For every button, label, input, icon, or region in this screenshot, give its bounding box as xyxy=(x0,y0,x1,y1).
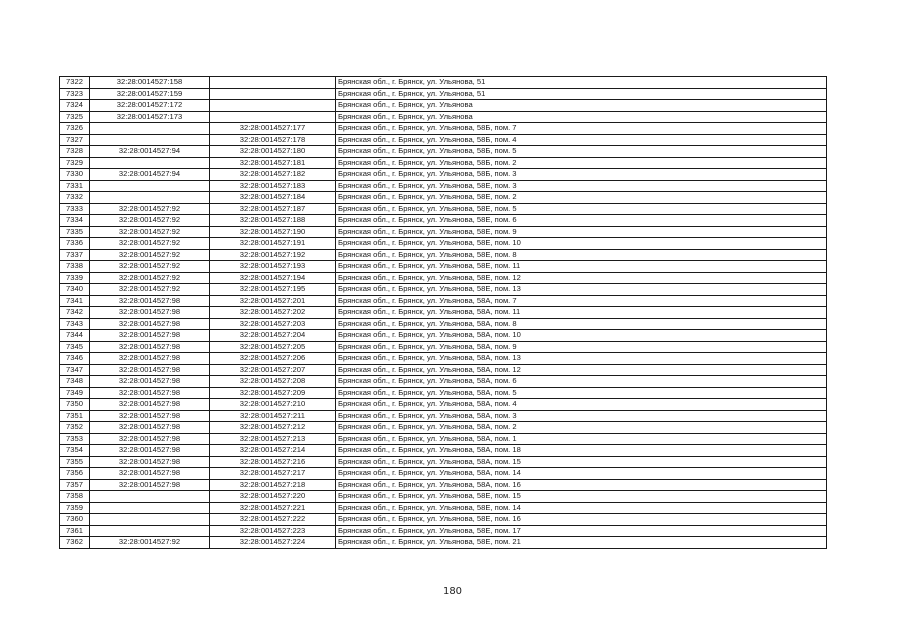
cadastral-number-cell: 32:28:0014527:220 xyxy=(210,491,336,503)
parent-cadastral-cell: 32:28:0014527:98 xyxy=(90,479,210,491)
cadastral-number-cell: 32:28:0014527:206 xyxy=(210,353,336,365)
table-row xyxy=(60,502,827,514)
table-row xyxy=(60,410,827,422)
cadastral-number-cell: 32:28:0014527:191 xyxy=(210,238,336,250)
parent-cadastral-cell: 32:28:0014527:98 xyxy=(90,295,210,307)
table-row xyxy=(60,341,827,353)
cadastral-number-cell: 32:28:0014527:195 xyxy=(210,284,336,296)
row-number-cell: 7325 xyxy=(60,111,90,123)
cadastral-number-cell: 32:28:0014527:182 xyxy=(210,169,336,181)
parent-cadastral-cell: 32:28:0014527:98 xyxy=(90,445,210,457)
row-number-cell: 7359 xyxy=(60,502,90,514)
parent-cadastral-cell: 32:28:0014527:173 xyxy=(90,111,210,123)
row-number-cell: 7362 xyxy=(60,537,90,549)
table-row xyxy=(60,353,827,365)
table-row xyxy=(60,77,827,89)
address-cell: Брянская обл., г. Брянск, ул. Ульянова, 58А, пом. 12 xyxy=(336,364,827,376)
row-number-cell: 7329 xyxy=(60,157,90,169)
address-cell: Брянская обл., г. Брянск, ул. Ульянова, 58Е, пом. 5 xyxy=(336,203,827,215)
parent-cadastral-cell xyxy=(90,514,210,526)
row-number-cell: 7324 xyxy=(60,100,90,112)
table-row xyxy=(60,525,827,537)
row-number-cell: 7345 xyxy=(60,341,90,353)
table-row xyxy=(60,445,827,457)
table-row xyxy=(60,203,827,215)
parent-cadastral-cell: 32:28:0014527:159 xyxy=(90,88,210,100)
parent-cadastral-cell: 32:28:0014527:98 xyxy=(90,353,210,365)
row-number-cell: 7350 xyxy=(60,399,90,411)
parent-cadastral-cell: 32:28:0014527:98 xyxy=(90,422,210,434)
cadastral-number-cell xyxy=(210,88,336,100)
address-cell: Брянская обл., г. Брянск, ул. Ульянова, 58Е, пом. 16 xyxy=(336,514,827,526)
parent-cadastral-cell xyxy=(90,180,210,192)
parent-cadastral-cell xyxy=(90,123,210,135)
parent-cadastral-cell xyxy=(90,157,210,169)
row-number-cell: 7355 xyxy=(60,456,90,468)
table-row xyxy=(60,100,827,112)
cadastral-number-cell: 32:28:0014527:193 xyxy=(210,261,336,273)
row-number-cell: 7344 xyxy=(60,330,90,342)
table-row xyxy=(60,238,827,250)
cadastral-number-cell: 32:28:0014527:181 xyxy=(210,157,336,169)
address-cell: Брянская обл., г. Брянск, ул. Ульянова, 58Е, пом. 12 xyxy=(336,272,827,284)
table-row xyxy=(60,479,827,491)
cadastral-number-cell: 32:28:0014527:210 xyxy=(210,399,336,411)
row-number-cell: 7333 xyxy=(60,203,90,215)
cadastral-number-cell: 32:28:0014527:183 xyxy=(210,180,336,192)
cadastral-number-cell: 32:28:0014527:205 xyxy=(210,341,336,353)
cadastral-number-cell xyxy=(210,77,336,89)
row-number-cell: 7353 xyxy=(60,433,90,445)
address-cell: Брянская обл., г. Брянск, ул. Ульянова, 58Е, пом. 9 xyxy=(336,226,827,238)
cadastral-number-cell: 32:28:0014527:208 xyxy=(210,376,336,388)
registry-table xyxy=(59,76,827,549)
row-number-cell: 7351 xyxy=(60,410,90,422)
row-number-cell: 7323 xyxy=(60,88,90,100)
address-cell: Брянская обл., г. Брянск, ул. Ульянова, 58Е, пом. 13 xyxy=(336,284,827,296)
parent-cadastral-cell: 32:28:0014527:98 xyxy=(90,399,210,411)
parent-cadastral-cell: 32:28:0014527:92 xyxy=(90,226,210,238)
parent-cadastral-cell: 32:28:0014527:98 xyxy=(90,433,210,445)
address-cell: Брянская обл., г. Брянск, ул. Ульянова, 51 xyxy=(336,77,827,89)
table-row xyxy=(60,318,827,330)
address-cell: Брянская обл., г. Брянск, ул. Ульянова, 58Е, пом. 10 xyxy=(336,238,827,250)
parent-cadastral-cell: 32:28:0014527:98 xyxy=(90,307,210,319)
parent-cadastral-cell: 32:28:0014527:92 xyxy=(90,537,210,549)
row-number-cell: 7328 xyxy=(60,146,90,158)
parent-cadastral-cell: 32:28:0014527:98 xyxy=(90,410,210,422)
cadastral-number-cell: 32:28:0014527:184 xyxy=(210,192,336,204)
cadastral-number-cell: 32:28:0014527:216 xyxy=(210,456,336,468)
cadastral-number-cell: 32:28:0014527:211 xyxy=(210,410,336,422)
row-number-cell: 7338 xyxy=(60,261,90,273)
cadastral-number-cell: 32:28:0014527:194 xyxy=(210,272,336,284)
table-row xyxy=(60,456,827,468)
cadastral-number-cell xyxy=(210,100,336,112)
table-row xyxy=(60,422,827,434)
table-row xyxy=(60,364,827,376)
parent-cadastral-cell: 32:28:0014527:92 xyxy=(90,238,210,250)
address-cell: Брянская обл., г. Брянск, ул. Ульянова, 58А, пом. 8 xyxy=(336,318,827,330)
row-number-cell: 7335 xyxy=(60,226,90,238)
row-number-cell: 7358 xyxy=(60,491,90,503)
table-row xyxy=(60,180,827,192)
address-cell: Брянская обл., г. Брянск, ул. Ульянова, 58Е, пом. 14 xyxy=(336,502,827,514)
parent-cadastral-cell: 32:28:0014527:98 xyxy=(90,330,210,342)
table-row xyxy=(60,249,827,261)
cadastral-number-cell: 32:28:0014527:218 xyxy=(210,479,336,491)
row-number-cell: 7352 xyxy=(60,422,90,434)
address-cell: Брянская обл., г. Брянск, ул. Ульянова, 58А, пом. 7 xyxy=(336,295,827,307)
table-row xyxy=(60,537,827,549)
row-number-cell: 7348 xyxy=(60,376,90,388)
row-number-cell: 7354 xyxy=(60,445,90,457)
cadastral-number-cell: 32:28:0014527:204 xyxy=(210,330,336,342)
address-cell: Брянская обл., г. Брянск, ул. Ульянова, 58Е, пом. 8 xyxy=(336,249,827,261)
table-row xyxy=(60,134,827,146)
cadastral-number-cell: 32:28:0014527:180 xyxy=(210,146,336,158)
row-number-cell: 7337 xyxy=(60,249,90,261)
address-cell: Брянская обл., г. Брянск, ул. Ульянова xyxy=(336,111,827,123)
cadastral-number-cell: 32:28:0014527:207 xyxy=(210,364,336,376)
parent-cadastral-cell: 32:28:0014527:158 xyxy=(90,77,210,89)
address-cell: Брянская обл., г. Брянск, ул. Ульянова, 58Е, пом. 17 xyxy=(336,525,827,537)
row-number-cell: 7360 xyxy=(60,514,90,526)
address-cell: Брянская обл., г. Брянск, ул. Ульянова, 58Б, пом. 5 xyxy=(336,146,827,158)
parent-cadastral-cell xyxy=(90,134,210,146)
parent-cadastral-cell: 32:28:0014527:92 xyxy=(90,261,210,273)
address-cell: Брянская обл., г. Брянск, ул. Ульянова, 58А, пом. 15 xyxy=(336,456,827,468)
row-number-cell: 7334 xyxy=(60,215,90,227)
address-cell: Брянская обл., г. Брянск, ул. Ульянова, 58А, пом. 13 xyxy=(336,353,827,365)
table-row xyxy=(60,226,827,238)
address-cell: Брянская обл., г. Брянск, ул. Ульянова, 58Е, пом. 6 xyxy=(336,215,827,227)
address-cell: Брянская обл., г. Брянск, ул. Ульянова, 58Е, пом. 2 xyxy=(336,192,827,204)
parent-cadastral-cell: 32:28:0014527:98 xyxy=(90,364,210,376)
address-cell: Брянская обл., г. Брянск, ул. Ульянова, 51 xyxy=(336,88,827,100)
parent-cadastral-cell: 32:28:0014527:172 xyxy=(90,100,210,112)
address-cell: Брянская обл., г. Брянск, ул. Ульянова, 58А, пом. 3 xyxy=(336,410,827,422)
table-row xyxy=(60,307,827,319)
cadastral-number-cell: 32:28:0014527:192 xyxy=(210,249,336,261)
address-cell: Брянская обл., г. Брянск, ул. Ульянова, 58Б, пом. 3 xyxy=(336,169,827,181)
row-number-cell: 7336 xyxy=(60,238,90,250)
parent-cadastral-cell: 32:28:0014527:92 xyxy=(90,284,210,296)
parent-cadastral-cell: 32:28:0014527:92 xyxy=(90,249,210,261)
row-number-cell: 7341 xyxy=(60,295,90,307)
row-number-cell: 7340 xyxy=(60,284,90,296)
address-cell: Брянская обл., г. Брянск, ул. Ульянова, 58А, пом. 2 xyxy=(336,422,827,434)
parent-cadastral-cell: 32:28:0014527:98 xyxy=(90,376,210,388)
cadastral-number-cell: 32:28:0014527:209 xyxy=(210,387,336,399)
table-row xyxy=(60,295,827,307)
cadastral-number-cell: 32:28:0014527:212 xyxy=(210,422,336,434)
cadastral-number-cell: 32:28:0014527:201 xyxy=(210,295,336,307)
cadastral-number-cell: 32:28:0014527:213 xyxy=(210,433,336,445)
row-number-cell: 7327 xyxy=(60,134,90,146)
table-row xyxy=(60,272,827,284)
cadastral-number-cell xyxy=(210,111,336,123)
row-number-cell: 7346 xyxy=(60,353,90,365)
row-number-cell: 7356 xyxy=(60,468,90,480)
parent-cadastral-cell: 32:28:0014527:98 xyxy=(90,456,210,468)
parent-cadastral-cell: 32:28:0014527:92 xyxy=(90,272,210,284)
table-row xyxy=(60,433,827,445)
parent-cadastral-cell: 32:28:0014527:92 xyxy=(90,215,210,227)
address-cell: Брянская обл., г. Брянск, ул. Ульянова, 58А, пом. 6 xyxy=(336,376,827,388)
table-row xyxy=(60,146,827,158)
table-row xyxy=(60,123,827,135)
address-cell: Брянская обл., г. Брянск, ул. Ульянова, 58Б, пом. 7 xyxy=(336,123,827,135)
row-number-cell: 7349 xyxy=(60,387,90,399)
table-row xyxy=(60,169,827,181)
table-row xyxy=(60,330,827,342)
cadastral-number-cell: 32:28:0014527:217 xyxy=(210,468,336,480)
cadastral-number-cell: 32:28:0014527:223 xyxy=(210,525,336,537)
address-cell: Брянская обл., г. Брянск, ул. Ульянова xyxy=(336,100,827,112)
parent-cadastral-cell: 32:28:0014527:98 xyxy=(90,468,210,480)
table-row xyxy=(60,192,827,204)
parent-cadastral-cell xyxy=(90,525,210,537)
table-row xyxy=(60,157,827,169)
parent-cadastral-cell: 32:28:0014527:98 xyxy=(90,341,210,353)
address-cell: Брянская обл., г. Брянск, ул. Ульянова, 58А, пом. 4 xyxy=(336,399,827,411)
table-row xyxy=(60,399,827,411)
address-cell: Брянская обл., г. Брянск, ул. Ульянова, 58А, пом. 18 xyxy=(336,445,827,457)
table-row xyxy=(60,468,827,480)
row-number-cell: 7332 xyxy=(60,192,90,204)
table-row xyxy=(60,491,827,503)
address-cell: Брянская обл., г. Брянск, ул. Ульянова, 58А, пом. 10 xyxy=(336,330,827,342)
address-cell: Брянская обл., г. Брянск, ул. Ульянова, 58А, пом. 1 xyxy=(336,433,827,445)
cadastral-number-cell: 32:28:0014527:190 xyxy=(210,226,336,238)
table-row xyxy=(60,387,827,399)
page-number: 180 xyxy=(442,586,463,597)
address-cell: Брянская обл., г. Брянск, ул. Ульянова, 58Е, пом. 3 xyxy=(336,180,827,192)
address-cell: Брянская обл., г. Брянск, ул. Ульянова, 58Е, пом. 15 xyxy=(336,491,827,503)
address-cell: Брянская обл., г. Брянск, ул. Ульянова, 58А, пом. 5 xyxy=(336,387,827,399)
address-cell: Брянская обл., г. Брянск, ул. Ульянова, 58А, пом. 9 xyxy=(336,341,827,353)
parent-cadastral-cell: 32:28:0014527:92 xyxy=(90,203,210,215)
row-number-cell: 7342 xyxy=(60,307,90,319)
cadastral-number-cell: 32:28:0014527:177 xyxy=(210,123,336,135)
parent-cadastral-cell: 32:28:0014527:94 xyxy=(90,169,210,181)
table-row xyxy=(60,111,827,123)
row-number-cell: 7343 xyxy=(60,318,90,330)
cadastral-number-cell: 32:28:0014527:224 xyxy=(210,537,336,549)
row-number-cell: 7322 xyxy=(60,77,90,89)
cadastral-number-cell: 32:28:0014527:187 xyxy=(210,203,336,215)
registry-body xyxy=(60,77,827,549)
cadastral-number-cell: 32:28:0014527:202 xyxy=(210,307,336,319)
row-number-cell: 7331 xyxy=(60,180,90,192)
row-number-cell: 7361 xyxy=(60,525,90,537)
parent-cadastral-cell xyxy=(90,502,210,514)
address-cell: Брянская обл., г. Брянск, ул. Ульянова, 58Б, пом. 2 xyxy=(336,157,827,169)
parent-cadastral-cell xyxy=(90,192,210,204)
address-cell: Брянская обл., г. Брянск, ул. Ульянова, 58Е, пом. 11 xyxy=(336,261,827,273)
cadastral-number-cell: 32:28:0014527:221 xyxy=(210,502,336,514)
address-cell: Брянская обл., г. Брянск, ул. Ульянова, 58Е, пом. 21 xyxy=(336,537,827,549)
table-row xyxy=(60,215,827,227)
row-number-cell: 7357 xyxy=(60,479,90,491)
cadastral-number-cell: 32:28:0014527:188 xyxy=(210,215,336,227)
address-cell: Брянская обл., г. Брянск, ул. Ульянова, 58А, пом. 14 xyxy=(336,468,827,480)
cadastral-number-cell: 32:28:0014527:214 xyxy=(210,445,336,457)
table-row xyxy=(60,88,827,100)
row-number-cell: 7330 xyxy=(60,169,90,181)
parent-cadastral-cell xyxy=(90,491,210,503)
row-number-cell: 7326 xyxy=(60,123,90,135)
cadastral-number-cell: 32:28:0014527:178 xyxy=(210,134,336,146)
address-cell: Брянская обл., г. Брянск, ул. Ульянова, 58А, пом. 16 xyxy=(336,479,827,491)
table-row xyxy=(60,376,827,388)
address-cell: Брянская обл., г. Брянск, ул. Ульянова, 58Б, пом. 4 xyxy=(336,134,827,146)
table-row xyxy=(60,261,827,273)
cadastral-number-cell: 32:28:0014527:203 xyxy=(210,318,336,330)
row-number-cell: 7339 xyxy=(60,272,90,284)
parent-cadastral-cell: 32:28:0014527:94 xyxy=(90,146,210,158)
cadastral-number-cell: 32:28:0014527:222 xyxy=(210,514,336,526)
address-cell: Брянская обл., г. Брянск, ул. Ульянова, 58А, пом. 11 xyxy=(336,307,827,319)
row-number-cell: 7347 xyxy=(60,364,90,376)
table-row xyxy=(60,514,827,526)
table-row xyxy=(60,284,827,296)
parent-cadastral-cell: 32:28:0014527:98 xyxy=(90,387,210,399)
parent-cadastral-cell: 32:28:0014527:98 xyxy=(90,318,210,330)
